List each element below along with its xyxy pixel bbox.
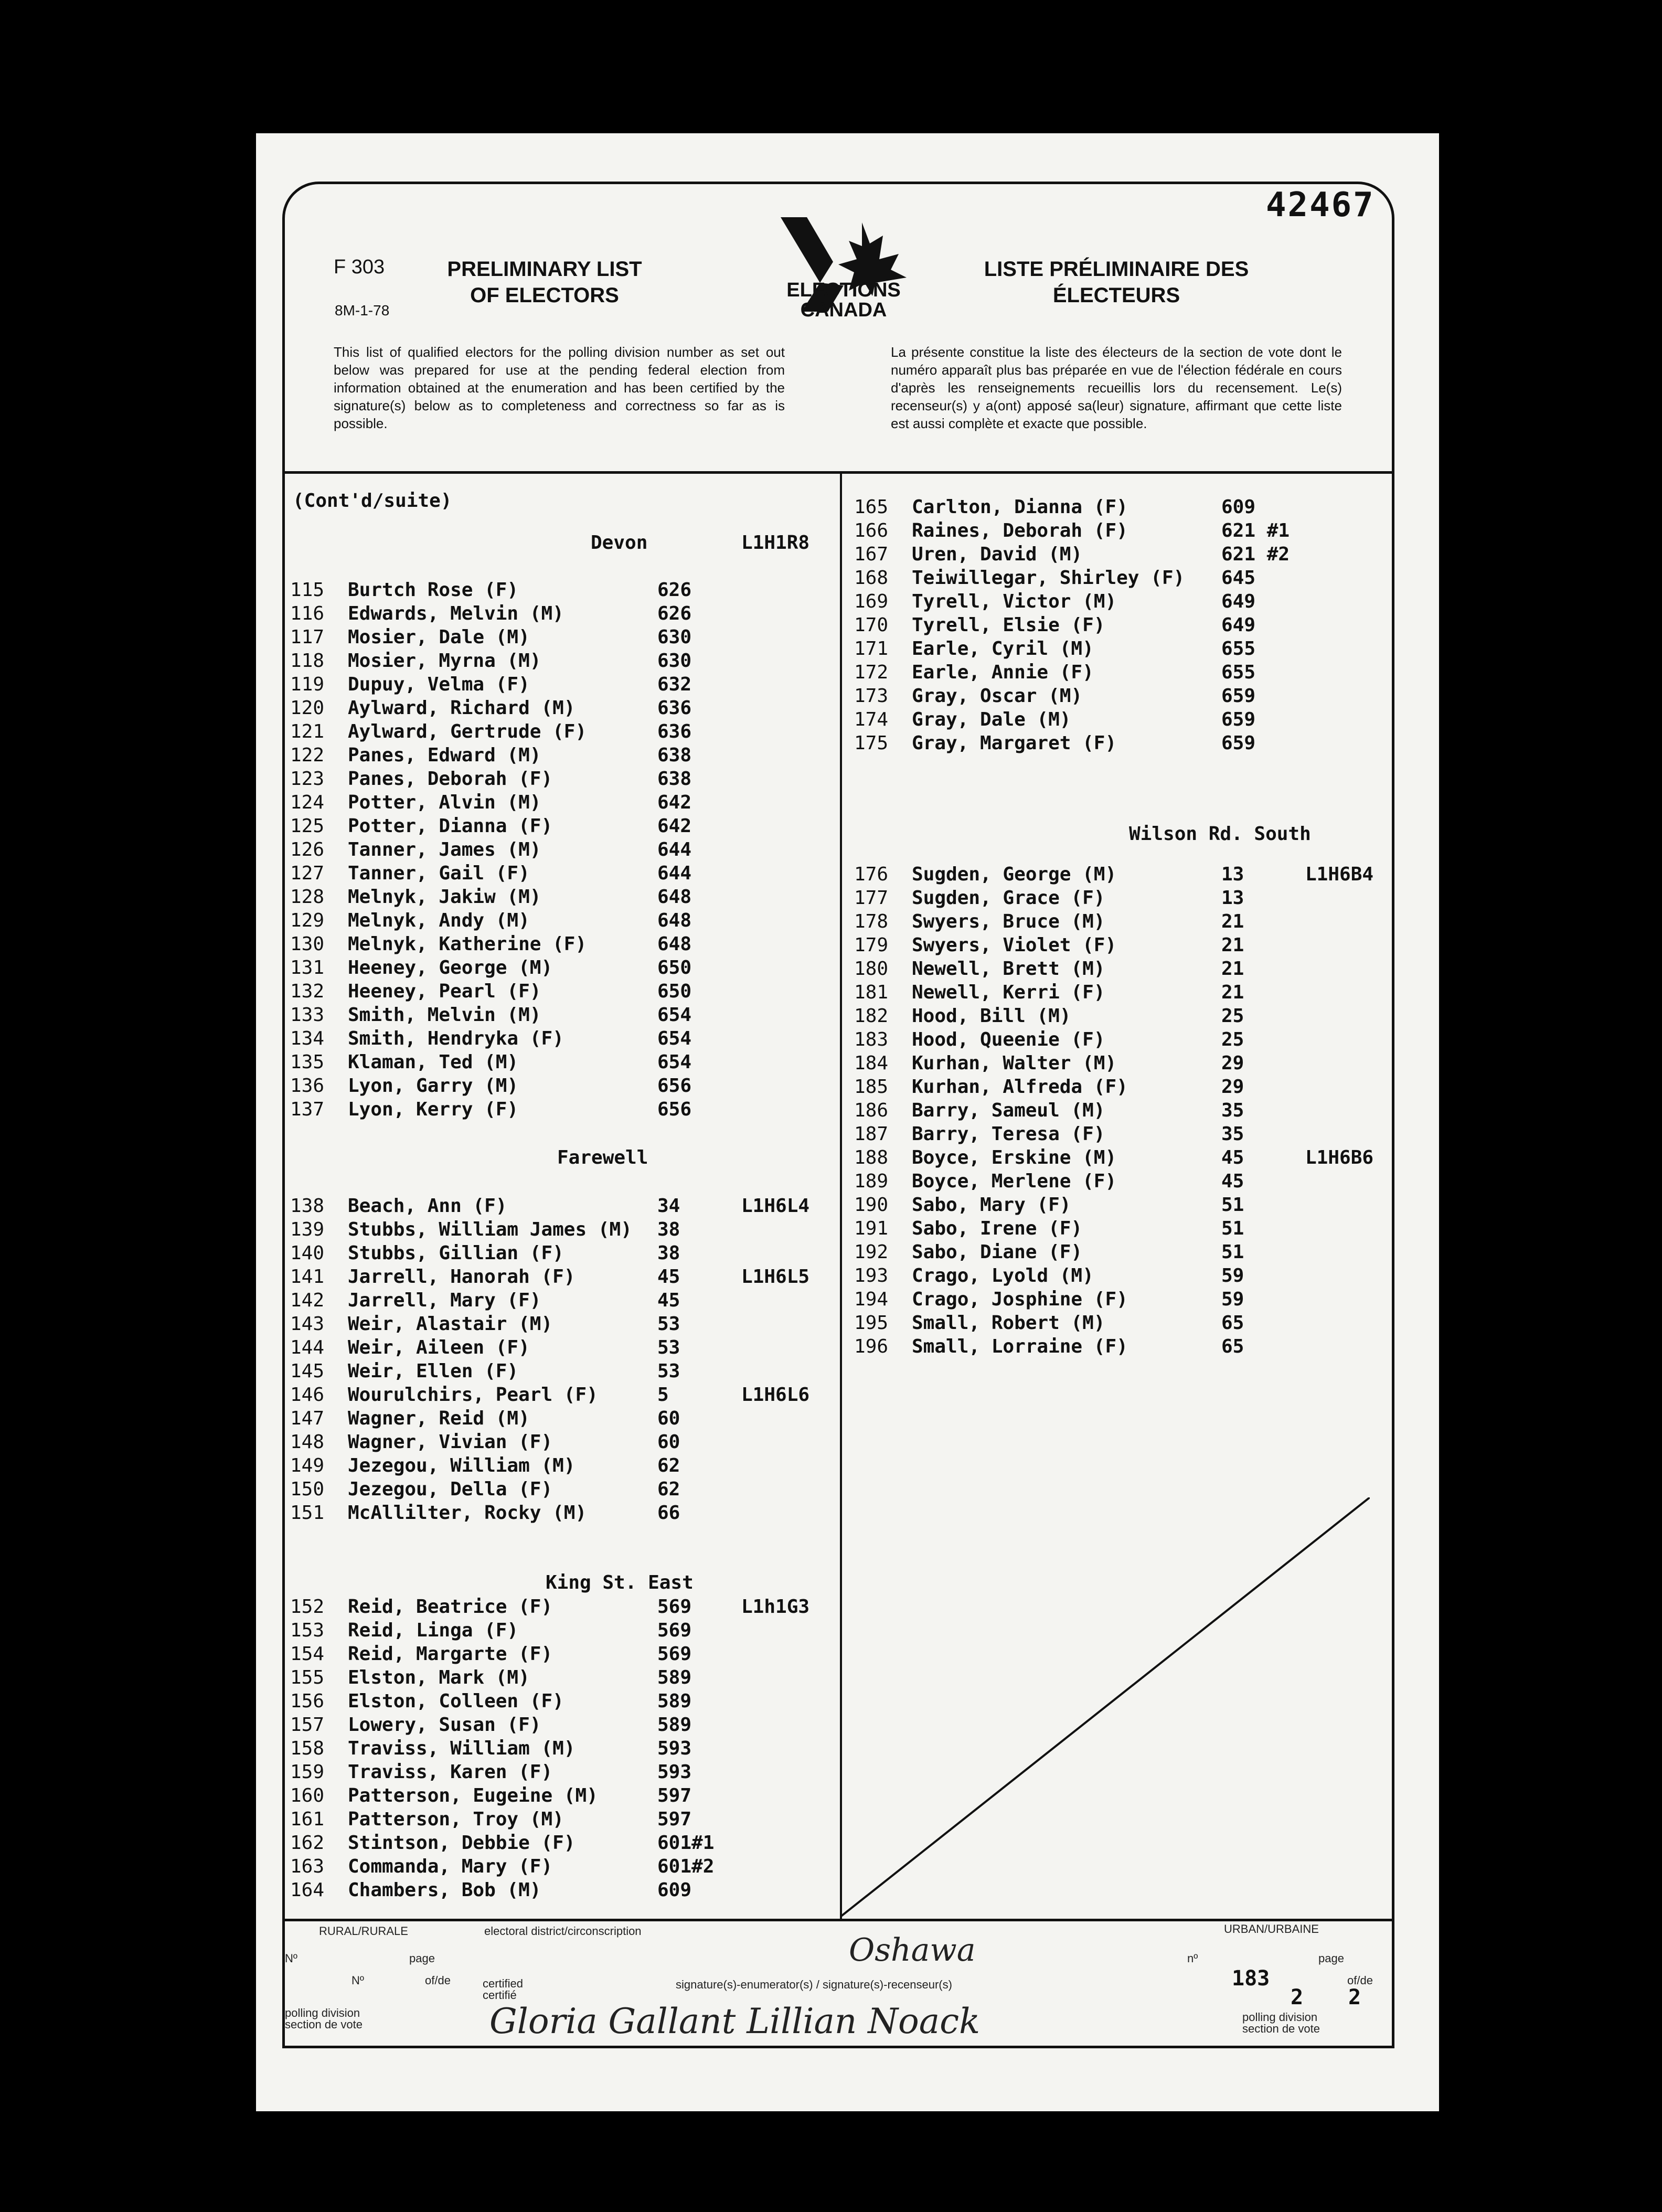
elector-number: 170: [854, 614, 889, 636]
cancellation-line: [840, 1497, 1370, 1917]
elector-address: 38: [657, 1219, 680, 1240]
elector-name: Wourulchirs, Pearl (F): [348, 1384, 598, 1406]
elector-number: 158: [290, 1738, 325, 1759]
elector-address: 630: [657, 626, 692, 648]
elector-number: 191: [854, 1218, 889, 1239]
footer-certified-label: certified certifié: [483, 1977, 524, 2002]
postal-code: L1H6L6: [741, 1384, 810, 1406]
elector-name: Newell, Kerri (F): [912, 982, 1105, 1003]
footer-page-left: page: [409, 1952, 435, 1965]
elector-address: 66: [657, 1502, 680, 1524]
elector-number: 138: [290, 1195, 325, 1217]
elector-address: 638: [657, 768, 692, 790]
elector-number: 188: [854, 1147, 889, 1168]
elector-address: 601#1: [657, 1832, 715, 1854]
elector-number: 173: [854, 685, 889, 707]
elector-name: Gray, Oscar (M): [912, 685, 1083, 707]
elector-name: Traviss, William (M): [348, 1738, 576, 1759]
page-total: 2: [1348, 1985, 1361, 2009]
elector-address: 53: [657, 1337, 680, 1358]
footer-district-label: electoral district/circonscription: [484, 1924, 642, 1938]
elector-number: 125: [290, 815, 325, 837]
elector-number: 147: [290, 1408, 325, 1429]
elector-address: 38: [657, 1242, 680, 1264]
elector-number: 141: [290, 1266, 325, 1288]
elector-name: Aylward, Richard (M): [348, 697, 576, 719]
elector-number: 192: [854, 1241, 889, 1263]
elector-address: 51: [1221, 1194, 1244, 1216]
district-signature: Oshawa: [849, 1932, 976, 1969]
elector-address: 626: [657, 579, 692, 601]
elector-address: 21: [1221, 911, 1244, 932]
elector-name: Potter, Alvin (M): [348, 792, 541, 813]
elector-name: Stintson, Debbie (F): [348, 1832, 576, 1854]
elector-address: 60: [657, 1408, 680, 1429]
elector-number: 193: [854, 1265, 889, 1286]
title-french: LISTE PRÉLIMINAIRE DES ÉLECTEURS: [984, 258, 1249, 307]
footer-polling-right: polling division section de vote: [1242, 2011, 1320, 2035]
elector-address: 59: [1221, 1265, 1244, 1286]
elector-address: 655: [1221, 662, 1256, 683]
elector-number: 119: [290, 674, 325, 695]
elector-name: Small, Robert (M): [912, 1312, 1105, 1334]
elector-address: 21: [1221, 958, 1244, 980]
elector-number: 163: [290, 1856, 325, 1877]
elector-name: Sugden, George (M): [912, 864, 1117, 885]
intro-english: This list of qualified electors for the polling division number as set out below was prepared for use at the pending federal election from information obtained at the enumeration and has been certified by the signature(s) below as to completeness and correctness so far as is possible.: [334, 344, 785, 431]
footer-urban-label: URBAN/URBAINE: [1224, 1922, 1319, 1936]
elector-address: 655: [1221, 638, 1256, 660]
elector-address: 621 #1: [1221, 520, 1290, 541]
elector-name: Raines, Deborah (F): [912, 520, 1128, 541]
elector-name: Weir, Ellen (F): [348, 1360, 519, 1382]
elector-number: 187: [854, 1123, 889, 1145]
polling-division-number: 183: [1232, 1966, 1270, 1991]
elector-name: Melnyk, Katherine (F): [348, 933, 587, 955]
elector-name: Kurhan, Walter (M): [912, 1052, 1117, 1074]
logo-wordmark: ELECTIONS CANADA: [786, 279, 901, 321]
elector-number: 145: [290, 1360, 325, 1382]
elector-address: 29: [1221, 1052, 1244, 1074]
elector-address: 642: [657, 815, 692, 837]
elector-name: Elston, Colleen (F): [348, 1690, 564, 1712]
elector-address: 25: [1221, 1029, 1244, 1050]
elector-address: 621 #2: [1221, 544, 1290, 565]
elector-number: 155: [290, 1667, 325, 1688]
elector-number: 128: [290, 886, 325, 908]
elector-address: 601#2: [657, 1856, 715, 1877]
elector-number: 157: [290, 1714, 325, 1736]
elector-number: 149: [290, 1455, 325, 1476]
elector-address: 45: [1221, 1147, 1244, 1168]
elector-name: Boyce, Erskine (M): [912, 1147, 1117, 1168]
elector-address: 642: [657, 792, 692, 813]
postal-code: L1H6B6: [1305, 1147, 1374, 1168]
elector-name: Swyers, Violet (F): [912, 934, 1117, 956]
elector-name: Wagner, Vivian (F): [348, 1431, 553, 1453]
elector-name: Mosier, Dale (M): [348, 626, 530, 648]
elector-name: Aylward, Gertrude (F): [348, 721, 587, 742]
elector-number: 130: [290, 933, 325, 955]
elector-address: 638: [657, 745, 692, 766]
footer-of-left: of/de: [425, 1974, 451, 1987]
elector-name: Boyce, Merlene (F): [912, 1171, 1117, 1192]
elector-number: 172: [854, 662, 889, 683]
elector-address: 593: [657, 1761, 692, 1783]
elector-number: 123: [290, 768, 325, 790]
elector-name: Edwards, Melvin (M): [348, 603, 564, 624]
elector-number: 165: [854, 496, 889, 518]
elector-address: 648: [657, 886, 692, 908]
elector-name: Melnyk, Jakiw (M): [348, 886, 541, 908]
elector-name: Crago, Lyold (M): [912, 1265, 1094, 1286]
elector-name: Uren, David (M): [912, 544, 1083, 565]
elector-number: 117: [290, 626, 325, 648]
elector-name: Burtch Rose (F): [348, 579, 519, 601]
elector-number: 143: [290, 1313, 325, 1335]
elector-name: Small, Lorraine (F): [912, 1336, 1128, 1357]
elector-name: Gray, Margaret (F): [912, 732, 1117, 754]
elector-number: 150: [290, 1479, 325, 1500]
elector-address: 589: [657, 1714, 692, 1736]
elector-address: 649: [1221, 614, 1256, 636]
elector-number: 118: [290, 650, 325, 672]
elector-address: 35: [1221, 1123, 1244, 1145]
elector-address: 648: [657, 933, 692, 955]
elector-number: 179: [854, 934, 889, 956]
elector-name: Jezegou, Della (F): [348, 1479, 553, 1500]
elector-name: Lyon, Kerry (F): [348, 1099, 519, 1120]
elector-number: 134: [290, 1028, 325, 1049]
street-wilson-rd-south: Wilson Rd. South: [1129, 823, 1311, 845]
elector-number: 167: [854, 544, 889, 565]
elector-name: Melnyk, Andy (M): [348, 910, 530, 931]
form-number: F 303: [334, 256, 385, 278]
footer-polling-left: polling division section de vote: [285, 2006, 363, 2031]
elector-name: Potter, Dianna (F): [348, 815, 553, 837]
elector-address: 630: [657, 650, 692, 672]
footer-divider: [282, 1919, 1394, 1921]
elector-address: 609: [657, 1879, 692, 1901]
footer-page-right: page: [1318, 1952, 1344, 1965]
elector-name: Sugden, Grace (F): [912, 887, 1105, 909]
elector-name: Carlton, Dianna (F): [912, 496, 1128, 518]
form-serial-number: 42467: [1266, 186, 1375, 225]
elector-number: 159: [290, 1761, 325, 1783]
footer-rural-label: RURAL/RURALE: [319, 1924, 408, 1938]
elector-number: 184: [854, 1052, 889, 1074]
elector-address: 659: [1221, 732, 1256, 754]
elector-number: 148: [290, 1431, 325, 1453]
elector-number: 169: [854, 591, 889, 612]
elector-address: 656: [657, 1099, 692, 1120]
elector-number: 137: [290, 1099, 325, 1120]
elector-number: 140: [290, 1242, 325, 1264]
elector-name: Hood, Bill (M): [912, 1005, 1071, 1027]
elector-number: 116: [290, 603, 325, 624]
header-divider: [282, 471, 1394, 474]
elector-number: 129: [290, 910, 325, 931]
elector-name: Patterson, Troy (M): [348, 1809, 564, 1830]
elector-number: 194: [854, 1289, 889, 1310]
elector-address: 654: [657, 1028, 692, 1049]
elector-address: 636: [657, 721, 692, 742]
elector-address: 597: [657, 1785, 692, 1806]
elector-address: 649: [1221, 591, 1256, 612]
election-form-sheet: [256, 133, 1439, 2111]
street-devon: Devon: [591, 532, 648, 554]
elector-name: Tanner, Gail (F): [348, 863, 530, 884]
elector-number: 126: [290, 839, 325, 860]
elector-number: 122: [290, 745, 325, 766]
elector-name: Dupuy, Velma (F): [348, 674, 530, 695]
elector-number: 154: [290, 1643, 325, 1665]
elector-number: 168: [854, 567, 889, 589]
elector-address: 35: [1221, 1100, 1244, 1121]
elector-number: 133: [290, 1004, 325, 1026]
elector-name: Elston, Mark (M): [348, 1667, 530, 1688]
elector-name: Tyrell, Elsie (F): [912, 614, 1105, 636]
elector-address: 13: [1221, 864, 1244, 885]
elector-number: 178: [854, 911, 889, 932]
elector-number: 162: [290, 1832, 325, 1854]
elector-address: 13: [1221, 887, 1244, 909]
elector-number: 182: [854, 1005, 889, 1027]
elector-name: McAllilter, Rocky (M): [348, 1502, 587, 1524]
elector-name: Earle, Cyril (M): [912, 638, 1094, 660]
elector-number: 132: [290, 981, 325, 1002]
elector-number: 175: [854, 732, 889, 754]
elector-number: 121: [290, 721, 325, 742]
elector-number: 195: [854, 1312, 889, 1334]
postal-code: L1H6L4: [741, 1195, 810, 1217]
elector-name: Heeney, George (M): [348, 957, 553, 979]
elector-name: Stubbs, Gillian (F): [348, 1242, 564, 1264]
elector-number: 144: [290, 1337, 325, 1358]
elector-name: Earle, Annie (F): [912, 662, 1094, 683]
elector-name: Sabo, Irene (F): [912, 1218, 1083, 1239]
elector-number: 166: [854, 520, 889, 541]
elector-name: Barry, Teresa (F): [912, 1123, 1105, 1145]
elector-number: 183: [854, 1029, 889, 1050]
elector-name: Gray, Dale (M): [912, 709, 1071, 730]
elector-name: Chambers, Bob (M): [348, 1879, 541, 1901]
elector-name: Sabo, Diane (F): [912, 1241, 1083, 1263]
form-date-code: 8M-1-78: [335, 302, 390, 318]
elector-number: 196: [854, 1336, 889, 1357]
elector-name: Crago, Josphine (F): [912, 1289, 1128, 1310]
elector-number: 135: [290, 1051, 325, 1073]
elector-address: 626: [657, 603, 692, 624]
elector-address: 644: [657, 839, 692, 860]
elector-number: 177: [854, 887, 889, 909]
elector-address: 29: [1221, 1076, 1244, 1098]
elector-name: Reid, Margarte (F): [348, 1643, 553, 1665]
elector-name: Teiwillegar, Shirley (F): [912, 567, 1185, 589]
elector-number: 152: [290, 1596, 325, 1618]
elector-name: Jarrell, Mary (F): [348, 1290, 541, 1311]
elector-address: 659: [1221, 709, 1256, 730]
enumerator-signatures: Gloria Gallant Lillian Noack: [489, 2001, 981, 2041]
elector-name: Traviss, Karen (F): [348, 1761, 553, 1783]
elector-number: 190: [854, 1194, 889, 1216]
elector-address: 65: [1221, 1312, 1244, 1334]
elector-number: 160: [290, 1785, 325, 1806]
elector-address: 45: [1221, 1171, 1244, 1192]
elector-name: Reid, Linga (F): [348, 1620, 519, 1641]
footer-no-left: Nº: [285, 1952, 297, 1965]
elector-address: 648: [657, 910, 692, 931]
elector-name: Heeney, Pearl (F): [348, 981, 541, 1002]
elector-number: 115: [290, 579, 325, 601]
postal-code: L1H6B4: [1305, 864, 1374, 885]
elector-number: 120: [290, 697, 325, 719]
elector-name: Jarrell, Hanorah (F): [348, 1266, 576, 1288]
elector-number: 136: [290, 1075, 325, 1097]
elector-name: Lyon, Garry (M): [348, 1075, 519, 1097]
elector-name: Hood, Queenie (F): [912, 1029, 1105, 1050]
elector-address: 21: [1221, 934, 1244, 956]
elector-address: 34: [657, 1195, 680, 1217]
elector-name: Swyers, Bruce (M): [912, 911, 1105, 932]
elector-name: Panes, Edward (M): [348, 745, 541, 766]
elector-address: 65: [1221, 1336, 1244, 1357]
elector-name: Weir, Aileen (F): [348, 1337, 530, 1358]
elector-name: Tanner, James (M): [348, 839, 541, 860]
elector-name: Newell, Brett (M): [912, 958, 1105, 980]
elector-name: Barry, Sameul (M): [912, 1100, 1105, 1121]
elector-number: 153: [290, 1620, 325, 1641]
elector-address: 569: [657, 1596, 692, 1618]
elector-address: 650: [657, 957, 692, 979]
continued-label: (Cont'd/suite): [293, 490, 452, 512]
elector-number: 131: [290, 957, 325, 979]
elector-number: 185: [854, 1076, 889, 1098]
elector-name: Kurhan, Alfreda (F): [912, 1076, 1128, 1098]
elector-address: 632: [657, 674, 692, 695]
elector-name: Reid, Beatrice (F): [348, 1596, 553, 1618]
elector-name: Jezegou, William (M): [348, 1455, 576, 1476]
elector-name: Tyrell, Victor (M): [912, 591, 1117, 612]
footer-no-2: Nº: [351, 1974, 364, 1987]
elector-address: 53: [657, 1360, 680, 1382]
elector-name: Mosier, Myrna (M): [348, 650, 541, 672]
street-king-st-east: King St. East: [546, 1572, 694, 1593]
elector-name: Lowery, Susan (F): [348, 1714, 541, 1736]
elector-number: 142: [290, 1290, 325, 1311]
elector-address: 569: [657, 1643, 692, 1665]
elector-address: 51: [1221, 1241, 1244, 1263]
elector-number: 146: [290, 1384, 325, 1406]
elector-number: 127: [290, 863, 325, 884]
elector-address: 644: [657, 863, 692, 884]
elector-number: 161: [290, 1809, 325, 1830]
elector-address: 650: [657, 981, 692, 1002]
elector-address: 51: [1221, 1218, 1244, 1239]
elector-address: 654: [657, 1004, 692, 1026]
elector-address: 659: [1221, 685, 1256, 707]
elector-address: 62: [657, 1455, 680, 1476]
elector-name: Commanda, Mary (F): [348, 1856, 553, 1877]
elector-address: 636: [657, 697, 692, 719]
elector-number: 156: [290, 1690, 325, 1712]
elector-number: 151: [290, 1502, 325, 1524]
elector-address: 609: [1221, 496, 1256, 518]
elector-address: 645: [1221, 567, 1256, 589]
elector-name: Smith, Hendryka (F): [348, 1028, 564, 1049]
intro-french: La présente constitue la liste des électeurs de la section de vote dont le numéro apparaît plus bas préparée en vue de l'élection fédérale en cours d'après les renseignements recueillis lors du recensement. Le(s) recenseur(s) y a(ont) apposé sa(leur) signature, affirmant que cette liste est aussi complète et exacte que possible.: [891, 344, 1342, 431]
title-english: PRELIMINARY LIST OF ELECTORS: [447, 258, 642, 307]
elector-address: 59: [1221, 1289, 1244, 1310]
elector-name: Klaman, Ted (M): [348, 1051, 519, 1073]
elector-address: 589: [657, 1690, 692, 1712]
elector-number: 174: [854, 709, 889, 730]
elector-address: 654: [657, 1051, 692, 1073]
footer-no-right: nº: [1187, 1952, 1198, 1965]
elector-number: 176: [854, 864, 889, 885]
elector-number: 186: [854, 1100, 889, 1121]
elector-address: 62: [657, 1479, 680, 1500]
elector-address: 5: [657, 1384, 669, 1406]
footer-signatures-label: signature(s)-enumerator(s) / signature(s)-recenseur(s): [676, 1978, 952, 1991]
elector-name: Beach, Ann (F): [348, 1195, 507, 1217]
postal-code: L1h1G3: [741, 1596, 810, 1618]
elector-address: 21: [1221, 982, 1244, 1003]
elector-address: 569: [657, 1620, 692, 1641]
elector-name: Smith, Melvin (M): [348, 1004, 541, 1026]
page-number: 2: [1291, 1985, 1304, 2009]
elector-number: 180: [854, 958, 889, 980]
elector-address: 45: [657, 1266, 680, 1288]
elector-address: 597: [657, 1809, 692, 1830]
elector-number: 189: [854, 1171, 889, 1192]
elector-name: Weir, Alastair (M): [348, 1313, 553, 1335]
elector-address: 60: [657, 1431, 680, 1453]
postal-code-devon: L1H1R8: [741, 532, 810, 554]
elector-address: 53: [657, 1313, 680, 1335]
elector-name: Patterson, Eugeine (M): [348, 1785, 598, 1806]
elector-number: 181: [854, 982, 889, 1003]
street-farewell: Farewell: [557, 1147, 648, 1168]
elector-name: Panes, Deborah (F): [348, 768, 553, 790]
postal-code: L1H6L5: [741, 1266, 810, 1288]
elector-address: 593: [657, 1738, 692, 1759]
elector-number: 164: [290, 1879, 325, 1901]
elector-number: 124: [290, 792, 325, 813]
elector-name: Stubbs, William James (M): [348, 1219, 632, 1240]
elector-number: 171: [854, 638, 889, 660]
elector-address: 25: [1221, 1005, 1244, 1027]
elector-address: 589: [657, 1667, 692, 1688]
elector-name: Sabo, Mary (F): [912, 1194, 1071, 1216]
footer-of-right: of/de: [1347, 1974, 1373, 1987]
elector-number: 139: [290, 1219, 325, 1240]
elector-address: 45: [657, 1290, 680, 1311]
elector-address: 656: [657, 1075, 692, 1097]
elector-name: Wagner, Reid (M): [348, 1408, 530, 1429]
